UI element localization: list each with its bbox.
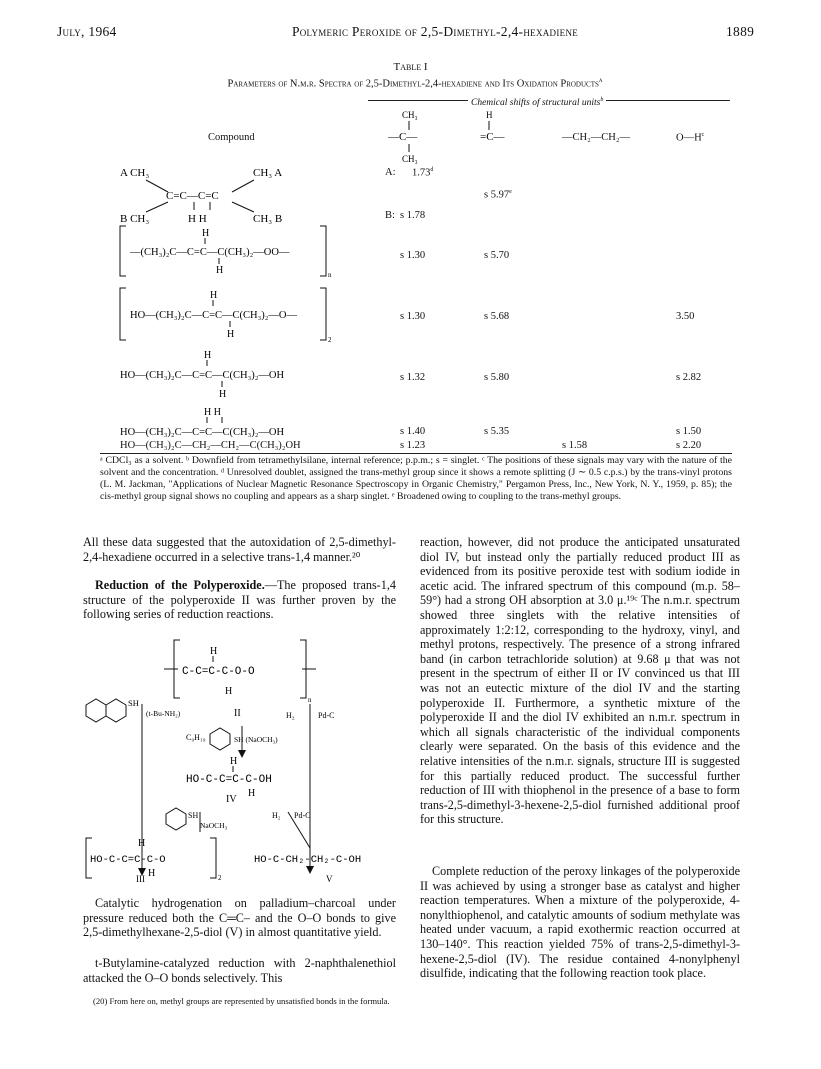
right-paragraph-2: Complete reduction of the peroxy linkages of the polyperoxide II was achieved by using a stronger base as catalyst and higher reaction temperatures. When a mixture of the polyperoxide, 4-nonylthiophenol, and catalytic amounts of sodium methylate was heated under vacuum, a rapid exothermic reaction occurred at 130–140°. This reaction yielded 75% of trans-2,5-dimethyl-3-hexene-2,5-diol (IV). The residue contained 4-nonylphenyl disulfide, indicating that the following reaction took place. [420, 864, 740, 981]
header-title: Polymeric Peroxide of 2,5-Dimethyl-2,4-hexadiene [291, 24, 579, 39]
svg-text:H H: H H [188, 213, 207, 225]
row6-vinyl: s 5.35 [484, 426, 510, 437]
svg-text:H₂: H₂ [286, 711, 295, 720]
svg-text:H H: H H [204, 407, 221, 418]
right-paragraph-1: reaction, however, did not produce the anticipated unsaturated diol IV, but instead only the partially reduced product III as evidenced from its positive peroxide test with sodium iodide in acetic acid. The infrared spectrum of this compound (m.p. 58–59°) had a strong OH absorption at 3.0 μ.¹⁹ᶜ The n.m.r. spectrum showed three singlets with the relative intensities of approximately 1:2:12, corresponding to the hydroxy, vinyl, and methyl protons, respectively. The presence of a strong infrared band (in carbon tetrachloride solution) at 9.68 μ that was not present in the spectrum of either II or IV convinced us that III was not an eutectic mixture of the diol IV and the starting polyperoxide II. Furthermore, a synthetic mixture of the polyperoxide II and the diol IV exhibited an n.m.r. spectrum in which all signals characteristic of the individual components clearly were separated. On the basis of this evidence and the relative intensities of the n.m.r. signals, structure III is suggested for this partially reduced product. The successful further reduction of III with thiophenol in the presence of a base to form trans-2,5-dimethyl-3-hexene-2,5-diol furnished additional proof for this structure. [420, 535, 740, 827]
row7-ch2: s 1.58 [562, 440, 588, 451]
row-a-label: A: [385, 167, 396, 178]
row5-oh: s 2.82 [676, 372, 702, 383]
row3-vinyl: s 5.70 [484, 250, 510, 261]
svg-text:II: II [234, 708, 241, 719]
svg-text:IV: IV [226, 794, 237, 805]
svg-text:2: 2 [328, 336, 332, 344]
saturated-diol-formula: HO—(CH₃)₂C—CH₂—CH₂—C(CH₃)₂OH [120, 440, 301, 451]
svg-text:SH: SH [128, 698, 139, 708]
polyperoxide-structure [118, 222, 348, 280]
table-footnotes: ᵃ CDCl₃ as a solvent. ᵇ Downfield from tetramethylsilane, internal reference; p.p.m.; s = singlet. ᶜ The positions of these signals may vary with the nature of the solvent and the concentration. ᵈ Unresolved doublet, assigned the trans-methyl group since it shows a remote splitting (J ∼ 0.5 c.p.s.) by the trans-vinyl protons (L. M. Jackman, "Applications of Nuclear Magnetic Resonance Spectroscopy in Organic Chemistry," Pergamon Press, Inc., New York, N. Y., 1959, p. 85); the cis-methyl group signal shows no coupling and appears as a sharp singlet. ᵉ Broadened owing to coupling to the trans-methyl groups. [100, 455, 732, 502]
diene-structure [118, 164, 308, 230]
row6-methyl: s 1.40 [400, 426, 426, 437]
svg-text:C=C—C=C: C=C—C=C [166, 190, 219, 202]
svg-text:III: III [136, 874, 145, 882]
left-paragraph-1: All these data suggested that the autoxidation of 2,5-dimethyl-2,4-hexadiene occurred in a selective trans-1,4 manner.²⁰ [83, 535, 396, 564]
footnote-20: (20) From here on, methyl groups are represented by unsatisfied bonds in the formula. [93, 996, 390, 1006]
vinyl-column-header [478, 108, 538, 148]
row3-methyl: s 1.30 [400, 250, 426, 261]
left-paragraph-3: Catalytic hydrogenation on palladium–charcoal under pressure reduced both the C═C– and the O–O bonds to give 2,5-dimethylhexane-2,5-diol (V) in almost quantitative yield. [83, 896, 396, 940]
svg-text:CH₃ A: CH₃ A [253, 167, 283, 179]
svg-text:=C—: =C— [480, 131, 505, 143]
diol-structure-1 [118, 346, 348, 404]
svg-text:HO-C-C=C-C-OH: HO-C-C=C-C-OH [186, 774, 272, 786]
header-left: July, 1964 [57, 24, 117, 39]
svg-text:n: n [308, 696, 312, 704]
svg-text:2: 2 [218, 874, 222, 882]
left-paragraph-2: Reduction of the Polyperoxide.—The proposed trans-1,4 structure of the polyperoxide II was further proven by the following series of reduction reactions. [83, 578, 396, 622]
svg-text:HO—(CH₃)₂C—C=C—C(CH₃)₂—OH: HO—(CH₃)₂C—C=C—C(CH₃)₂—OH [120, 370, 285, 381]
table-label: Table I [393, 61, 428, 73]
svg-text:HO-C-CH₂-CH₂-C-OH: HO-C-CH₂-CH₂-C-OH [254, 854, 362, 866]
svg-text:B CH₃: B CH₃ [120, 213, 150, 225]
svg-text:CH₃: CH₃ [402, 110, 418, 120]
svg-text:H: H [230, 756, 238, 767]
svg-text:CH₃: CH₃ [402, 154, 418, 164]
svg-text:C₉H₁₉: C₉H₁₉ [186, 733, 206, 742]
row7-oh: s 2.20 [676, 440, 702, 451]
partially-reduced-structure [118, 284, 348, 344]
row4-vinyl: s 5.68 [484, 311, 510, 322]
left-paragraph-4: t-Butylamine-catalyzed reduction with 2-naphthalenethiol attacked the O–O bonds selectively. This [83, 956, 396, 985]
row4-methyl: s 1.30 [400, 311, 426, 322]
svg-text:SH (NaOCH₃): SH (NaOCH₃) [234, 735, 278, 744]
svg-text:SH: SH [188, 811, 199, 820]
svg-text:H: H [486, 110, 493, 120]
svg-text:H: H [248, 788, 256, 799]
svg-text:H: H [204, 350, 212, 361]
svg-text:H: H [202, 228, 210, 239]
svg-text:H₂: H₂ [272, 811, 281, 820]
svg-text:H: H [210, 290, 218, 301]
diol-structure-2 [118, 404, 348, 440]
row5-methyl: s 1.32 [400, 372, 426, 383]
svg-text:HO-C-C=C-C-O: HO-C-C=C-C-O [90, 854, 166, 866]
reduction-scheme [82, 632, 402, 882]
svg-text:H: H [216, 265, 224, 276]
table-title: Parameters of N.m.r. Spectra of 2,5-Dimethyl-2,4-hexadiene and Its Oxidation Products$^a$ [227, 76, 603, 90]
svg-text:A CH₃: A CH₃ [120, 167, 150, 179]
compound-column-header: Compound [208, 132, 255, 143]
svg-text:HO—(CH₃)₂C—C=C—C(CH₃)₂—O—: HO—(CH₃)₂C—C=C—C(CH₃)₂—O— [130, 310, 297, 321]
svg-text:n: n [328, 271, 332, 279]
oh-column-header: $O—H^c$ [676, 132, 705, 144]
row5-vinyl: s 5.80 [484, 372, 510, 383]
svg-text:V: V [326, 874, 333, 882]
row6-oh: s 1.50 [676, 426, 702, 437]
row-a-vinyl: s 5.97e [484, 189, 512, 201]
ch2-column-header: —CH₂—CH₂— [562, 132, 630, 143]
svg-text:H: H [210, 646, 218, 657]
row-b-label: B: [385, 210, 395, 221]
svg-text:NaOCH₃: NaOCH₃ [200, 821, 228, 830]
svg-text:C-C=C-C-O-O: C-C=C-C-O-O [182, 666, 255, 678]
methyl-column-header [380, 108, 470, 166]
svg-text:—(CH₃)₂C—C=C—C(CH₃)₂—OO—: —(CH₃)₂C—C=C—C(CH₃)₂—OO— [130, 247, 290, 258]
svg-text:H: H [227, 329, 235, 340]
row-b-methyl: s 1.78 [400, 210, 426, 221]
svg-text:HO—(CH₃)₂C—C=C—C(CH₃)₂—OH: HO—(CH₃)₂C—C=C—C(CH₃)₂—OH [120, 427, 285, 438]
row-a-methyl: 1.73$^d$ [412, 167, 434, 179]
svg-text:(t-Bu-NH₂): (t-Bu-NH₂) [146, 709, 181, 718]
page-number: 1889 [726, 24, 755, 39]
row7-methyl: s 1.23 [400, 440, 426, 451]
svg-text:—C—: —C— [388, 131, 418, 143]
svg-text:H: H [225, 686, 233, 697]
table-rule [100, 453, 732, 454]
table-span-header: Chemical shifts of structural units$^b$ [368, 95, 730, 104]
svg-text:CH₃ B: CH₃ B [253, 213, 283, 225]
row4-oh: 3.50 [676, 311, 695, 322]
svg-text:Pd-C: Pd-C [318, 711, 335, 720]
svg-text:H: H [138, 838, 146, 849]
svg-text:H: H [148, 868, 156, 879]
svg-text:H: H [219, 389, 227, 400]
svg-text:Pd-C: Pd-C [294, 811, 311, 820]
